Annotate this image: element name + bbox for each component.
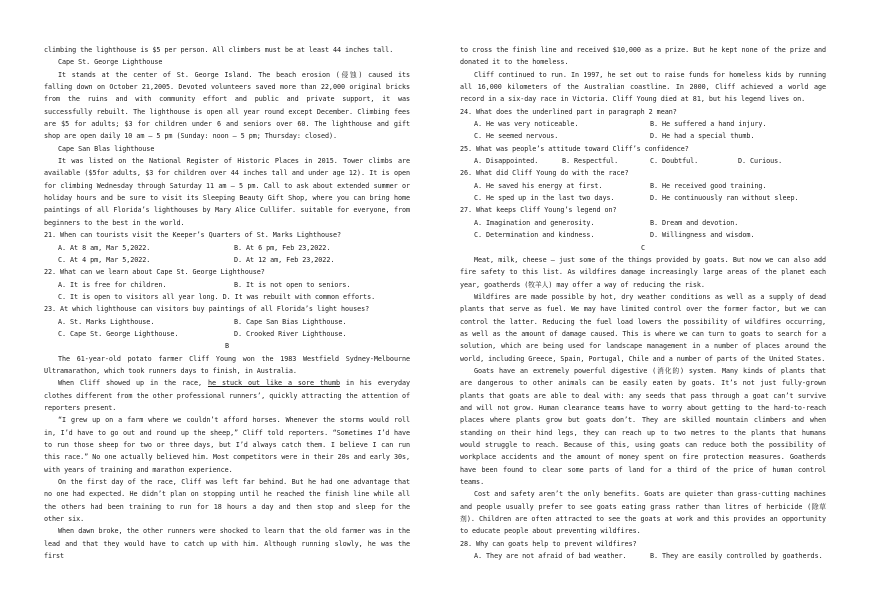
passage-b-text: “I grew up on a farm where we couldn’t afford horses. Whenever the storms would roll in, I’d have to go out and round up the sheep,” Cliff told reporters. “Sometimes I’d have to run those sheep for two or three days, but I’d always catch them. I believe I can run this race.” No one actually believed him. Most competitors were in their 20s and early 30s, with years of training and marathon experience. <box>44 416 410 474</box>
option-21-a: A. At 8 am, Mar 5,2022. <box>58 243 151 252</box>
options-24 <box>460 118 826 130</box>
option-25-d: D. Curious. <box>738 157 783 166</box>
options-22 <box>44 291 410 303</box>
passage-b-text <box>44 377 410 414</box>
options-26 <box>460 180 826 192</box>
question-25: 25. What was people’s attitude toward Cliff’s confidence? <box>460 144 689 153</box>
option-23-d: D. Crooked River Lighthouse. <box>234 329 347 338</box>
left-column <box>44 44 410 562</box>
option-26-c: C. He sped up in the last two days. <box>474 194 615 203</box>
passage-b-text: Cliff continued to run. In 1997, he set out to raise funds for homeless kids by running all 16,000 kilometers of the Australian coastline. In 2000, Cliff achieved a world age record in a six-day race in Victoria. Cliff Young died at 81, but his legend lives on. <box>460 70 826 104</box>
option-21-b: B. At 6 pm, Feb 23,2022. <box>234 243 331 252</box>
options-22 <box>44 279 410 291</box>
passage-c-text: Meat, milk, cheese — just some of the things provided by goats. But now we can also add fire safety to this list. As wildfires damage increasingly large areas of the planet each year, goatherds (牧羊人) may offer a way of reducing the risk. <box>460 255 826 289</box>
options-26 <box>460 192 826 204</box>
question-27: 27. What keeps Cliff Young’s legend on? <box>460 206 617 215</box>
options-27 <box>460 229 826 241</box>
passage-b-text: to cross the finish line and received $10,000 as a prize. But he kept none of the prize and donated it to the homeless. <box>460 46 826 67</box>
options-24 <box>460 130 826 142</box>
question-24: 24. What does the underlined part in paragraph 2 mean? <box>460 107 677 116</box>
option-22-cd: C. It is open to visitors all year long. D. It was rebuilt with common efforts. <box>58 292 376 301</box>
options-23 <box>44 328 410 340</box>
option-22-b: B. It is not open to seniors. <box>234 280 351 289</box>
passage-a-text: climbing the lighthouse is $5 per person. All climbers must be at least 44 inches tall. <box>44 46 394 54</box>
section-label-b: B <box>224 342 229 351</box>
option-27-c: C. Determination and kindness. <box>474 231 595 240</box>
question-26: 26. What did Cliff Young do with the race? <box>460 169 629 178</box>
option-26-a: A. He saved his energy at first. <box>474 181 603 190</box>
options-25 <box>460 155 826 167</box>
passage-b-text: When Cliff showed up in the race, <box>58 379 208 388</box>
passage-c-text: Wildfires are made possible by hot, dry weather conditions as well as a supply of dead plants that serve as fuel. We may have limited control over the former factor, but we can control the latter. Reducing the fuel load lowers the possibility of wildfires occurring, as well as the amount of damage caused. This is where we can turn to goats to search for a solution, which are being used for landscape management in a number of places around the world, including Greece, Spain, Portugal, Chile and a number of parts of the United States. <box>460 292 826 363</box>
option-28-b: B. They are easily controlled by goatherds. <box>650 552 823 561</box>
heading-cape-san-blas: Cape San Blas lighthouse <box>58 144 155 153</box>
option-23-a: A. St. Marks Lighthouse. <box>58 317 155 326</box>
question-23: 23. At which lighthouse can visitors buy paintings of all Florida’s light houses? <box>44 305 370 314</box>
option-24-a: A. He was very noticeable. <box>474 120 579 129</box>
underlined-phrase: he stuck out like a sore thumb <box>207 379 340 388</box>
options-21 <box>44 254 410 266</box>
options-28 <box>460 550 826 562</box>
option-27-a: A. Imagination and generosity. <box>474 218 595 227</box>
option-23-b: B. Cape San Bias Lighthouse. <box>234 317 347 326</box>
option-24-d: D. He had a special thumb. <box>650 132 755 141</box>
right-column <box>460 44 826 562</box>
option-27-d: D. Willingness and wisdom. <box>650 231 755 240</box>
question-22: 22. What can we learn about Cape St. George Lighthouse? <box>44 268 265 277</box>
option-24-c: C. He seemed nervous. <box>474 132 559 141</box>
option-24-b: B. He suffered a hand injury. <box>650 120 767 129</box>
section-label-c: C <box>640 243 645 252</box>
passage-b-text: On the first day of the race, Cliff was left far behind. But he had one advantage that no one had expected. He didn’t plan on stopping until he reached the finish line while all the others had been training to run for 18 hours a day and then stop and sleep for the other six. <box>44 478 410 524</box>
option-25-c: C. Doubtful. <box>650 157 699 166</box>
question-28: 28. Why can goats help to prevent wildfires? <box>460 539 637 548</box>
option-22-a: A. It is free for children. <box>58 280 167 289</box>
passage-c-text: Cost and safety aren’t the only benefits. Goats are quieter than grass-cutting machines and people usually prefer to see goats eating grass rather than litres of herbicide (除草剂). Children are often attracted to see the goats at work and this provides an opportunity to educate people about preventing wildfires. <box>460 490 826 536</box>
options-21 <box>44 242 410 254</box>
passage-a-text: It stands at the center of St. George Island. The beach erosion (侵蚀) caused its falling down on October 21,2005. Devoted volunteers saved more than 22,000 original bricks from the ruins and with community effort and public and private support, it was successfully rebuilt. The lighthouse is open all year round except December. Climbing fees are $5 for adults; $3 for children under 6 and seniors over 60. The lighthouse and gift shop are open daily 10 am — 5 pm (Sunday: noon — 5 pm; Thursday: closed). <box>44 70 410 141</box>
option-26-b: B. He received good training. <box>650 181 767 190</box>
option-28-a: A. They are not afraid of bad weather. <box>474 552 627 561</box>
passage-a-text: It was listed on the National Register of Historic Places in 2015. Tower climbs are available ($5for adults, $3 for children over 44 inches tall and under age 12). It is open for climbing Wednesday through Saturday 11 am — 5 pm. Call to ask about extended summer or holiday hours and be sure to visit its Sleeping Beauty Gift Shop, where you can bring home paintings of all Florida’s lighthouses by Mary Alice Cullifer. suitable for everyone, from beginners to the best in the world. <box>44 157 410 227</box>
option-23-c: C. Cape St. George Lighthouse. <box>58 329 179 338</box>
options-23 <box>44 316 410 328</box>
option-25-a: A. Disappointed. <box>474 157 539 166</box>
passage-b-text: in his everyday clothes different from the other professional runners’, quickly attracting the attention of reporters present. <box>44 379 410 412</box>
passage-b-text: The 61-year-old potato farmer Cliff Young won the 1983 Westfield Sydney-Melbourne Ultramarathon, which took runners days to finish, in Australia. <box>44 354 410 375</box>
question-21: 21. When can tourists visit the Keeper’s Quarters of St. Marks Lighthouse? <box>44 231 342 240</box>
heading-cape-st-george: Cape St. George Lighthouse <box>58 58 163 67</box>
option-25-b: B. Respectful. <box>562 157 619 166</box>
option-26-d: D. He continuously ran without sleep. <box>650 194 799 203</box>
passage-b-text: When dawn broke, the other runners were shocked to learn that the old farmer was in the lead and that they would have to catch up with him. Although running slowly, he was the first <box>44 527 410 561</box>
option-27-b: B. Dream and devotion. <box>650 218 739 227</box>
passage-c-text: Goats have an extremely powerful digestive (消化的) system. Many kinds of plants that are dangerous to other animals can be easily eaten by goats. It’s not just fully-grown plants that goats are able to deal with: any seeds that pass through a goat can’t survive and will not grow. Human clearance teams have to worry about getting to the hard-to-reach places where plants grow but goats don’t. They are skilled mountain climbers and when standing on their hind legs, they can reach up to two metres to the plants that humans would struggle to reach. Because of this, using goats can reduce both the possibility of workplace accidents and the amount of money spent on fire protection measures. Goatherds have been found to clear some parts of land for a third of the price of human control teams. <box>460 366 826 487</box>
options-27 <box>460 217 826 229</box>
option-21-c: C. At 4 pm, Mar 5,2022. <box>58 255 151 264</box>
option-21-d: D. At 12 am, Feb 23,2022. <box>234 255 335 264</box>
